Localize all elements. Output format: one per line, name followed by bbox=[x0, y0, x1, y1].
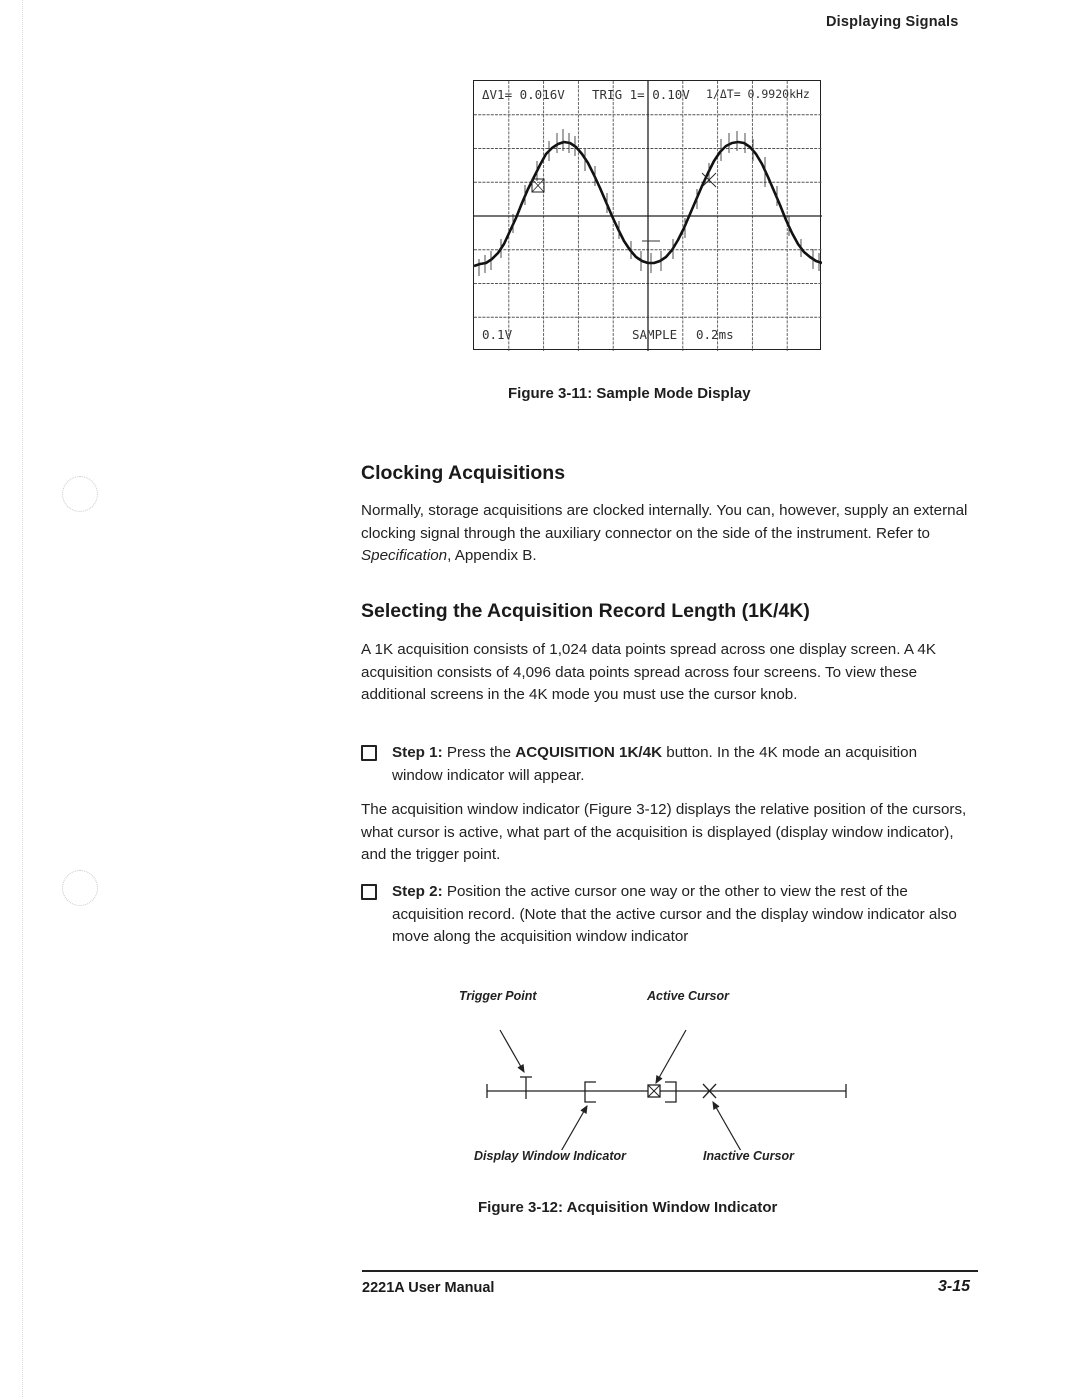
specification-reference: Specification bbox=[361, 547, 448, 564]
paragraph-record-length: A 1K acquisition consists of 1,024 data points spread across one display screen. A 4K acquisition consists of 4,096 data points spread across four screens. To view these additional screens in the 4K mode you must use the cursor knob. bbox=[361, 641, 936, 703]
heading-clocking-acquisitions: Clocking Acquisitions bbox=[361, 462, 566, 484]
acquisition-button-name: ACQUISITION 1K/4K bbox=[515, 744, 663, 761]
step-1-text: Press the bbox=[442, 744, 516, 761]
acquisition-window-diagram bbox=[460, 1000, 860, 1150]
oscilloscope-screen bbox=[473, 80, 821, 350]
label-trigger-point: Trigger Point bbox=[459, 989, 537, 1003]
paragraph-clocking-text-end: , Appendix B. bbox=[447, 547, 537, 564]
step-1-label: Step 1: bbox=[392, 744, 443, 761]
footer-rule bbox=[362, 1270, 978, 1272]
figure-3-11-caption: Figure 3-11: Sample Mode Display bbox=[508, 385, 751, 402]
figure-3-12-caption: Figure 3-12: Acquisition Window Indicator bbox=[478, 1199, 778, 1216]
scope-readout-frequency: 1/ΔT= 0.9920kHz bbox=[706, 87, 810, 101]
heading-record-length: Selecting the Acquisition Record Length (1K/4K) bbox=[361, 600, 810, 622]
paragraph-clocking-text: Normally, storage acquisitions are clocked internally. You can, however, supply an external clocking signal through the auxiliary connector on the side of the instrument. Refer to bbox=[361, 502, 968, 542]
step-1-checkbox[interactable] bbox=[361, 745, 377, 761]
step-2-checkbox[interactable] bbox=[361, 884, 377, 900]
step-2-text: Position the active cursor one way or the other to view the rest of the acquisition record. (Note that the active cursor and the display window indicator also move along the acquisition window indicator bbox=[392, 883, 957, 945]
label-display-window-indicator: Display Window Indicator bbox=[474, 1149, 626, 1163]
step-2-label: Step 2: bbox=[392, 883, 443, 900]
label-active-cursor: Active Cursor bbox=[647, 989, 729, 1003]
running-header: Displaying Signals bbox=[826, 14, 959, 30]
paragraph-clocking bbox=[361, 500, 971, 568]
scope-readout-trigger: TRIG 1= 0.10V bbox=[592, 87, 690, 102]
page-scan-edge bbox=[22, 0, 24, 1397]
scope-readout-mode: SAMPLE bbox=[632, 327, 678, 342]
label-inactive-cursor: Inactive Cursor bbox=[703, 1149, 795, 1163]
footer-page-number: 3-15 bbox=[938, 1278, 971, 1295]
footer-manual-title: 2221A User Manual bbox=[362, 1280, 495, 1296]
step-2 bbox=[361, 881, 971, 949]
scope-readout-time-per-div: 0.2ms bbox=[696, 327, 734, 342]
punch-hole-top bbox=[62, 476, 98, 512]
paragraph-window-indicator: The acquisition window indicator (Figure 3-12) displays the relative position of the cursors, what cursor is active, what part of the acquisition is displayed (display window indicator), and the trigger point. bbox=[361, 801, 967, 863]
step-1 bbox=[361, 742, 971, 787]
punch-hole-bottom bbox=[62, 870, 98, 906]
scope-readout-delta-v: ΔV1= 0.016V bbox=[482, 87, 565, 102]
step-1-text-end: button. In the 4K mode an acquisition window indicator will appear. bbox=[392, 744, 918, 784]
scope-graticule-and-waveform bbox=[474, 81, 822, 351]
scope-readout-volts-per-div: 0.1V bbox=[482, 327, 513, 342]
